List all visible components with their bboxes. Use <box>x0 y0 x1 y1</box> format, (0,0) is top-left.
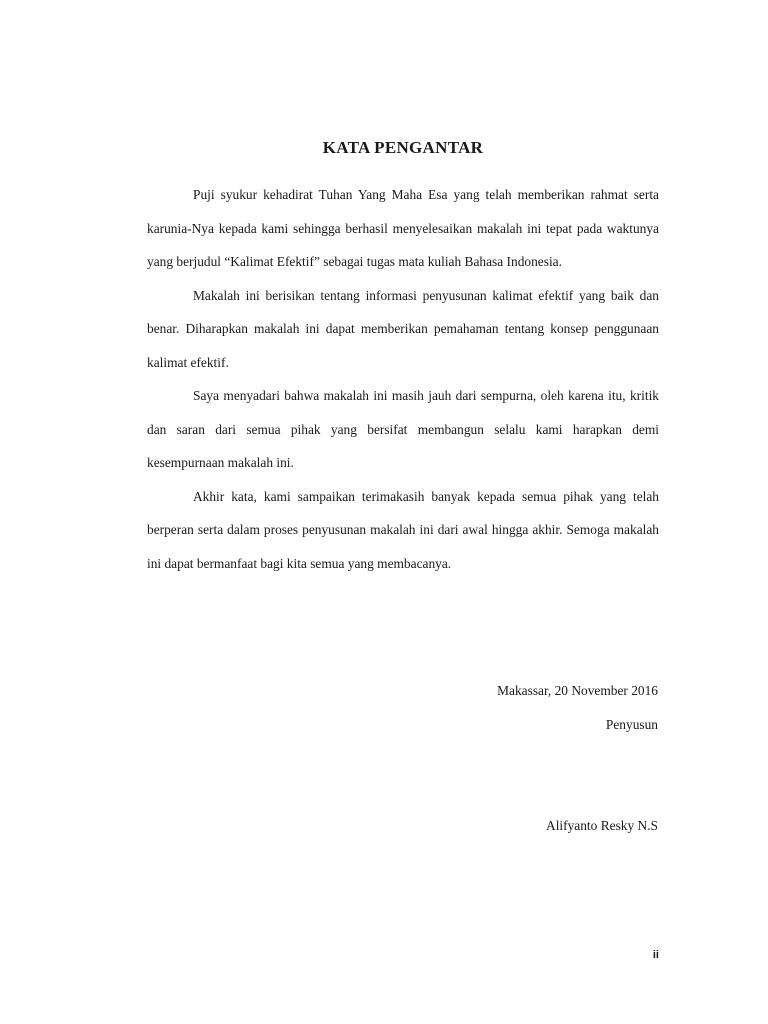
body-text <box>147 178 659 580</box>
paragraph-2: Makalah ini berisikan tentang informasi penyusunan kalimat efektif yang baik dan benar. Diharapkan makalah ini dapat memberikan pemahaman tentang konsep penggunaan kalimat efektif. <box>147 287 659 370</box>
signer-name: Alifyanto Resky N.S <box>546 818 658 833</box>
author-role: Penyusun <box>605 717 658 732</box>
paragraph-4: Akhir kata, kami sampaikan terimakasih banyak kepada semua pihak yang telah berperan serta dalam proses penyusunan makalah ini dari awal hingga akhir. Semoga makalah ini dapat bermanfaat bagi kita semua yang membacanya. <box>147 488 659 571</box>
paragraph-3: Saya menyadari bahwa makalah ini masih jauh dari sempurna, oleh karena itu, kritik dan saran dari semua pihak yang bersifat membangun selalu kami harapkan demi kesempurnaan makalah ini. <box>147 388 659 470</box>
page-title: KATA PENGANTAR <box>322 138 484 157</box>
place-date: Makassar, 20 November 2016 <box>497 683 658 698</box>
paragraph-1: Puji syukur kehadirat Tuhan Yang Maha Esa yang telah memberikan rahmat serta karunia-Nya kepada kami sehingga berhasil menyelesaikan makalah ini tepat pada waktunya yang berjudul “Kalimat Efektif” sebagai tugas mata kuliah Bahasa Indonesia. <box>147 187 659 269</box>
page-number: ii <box>652 949 659 961</box>
